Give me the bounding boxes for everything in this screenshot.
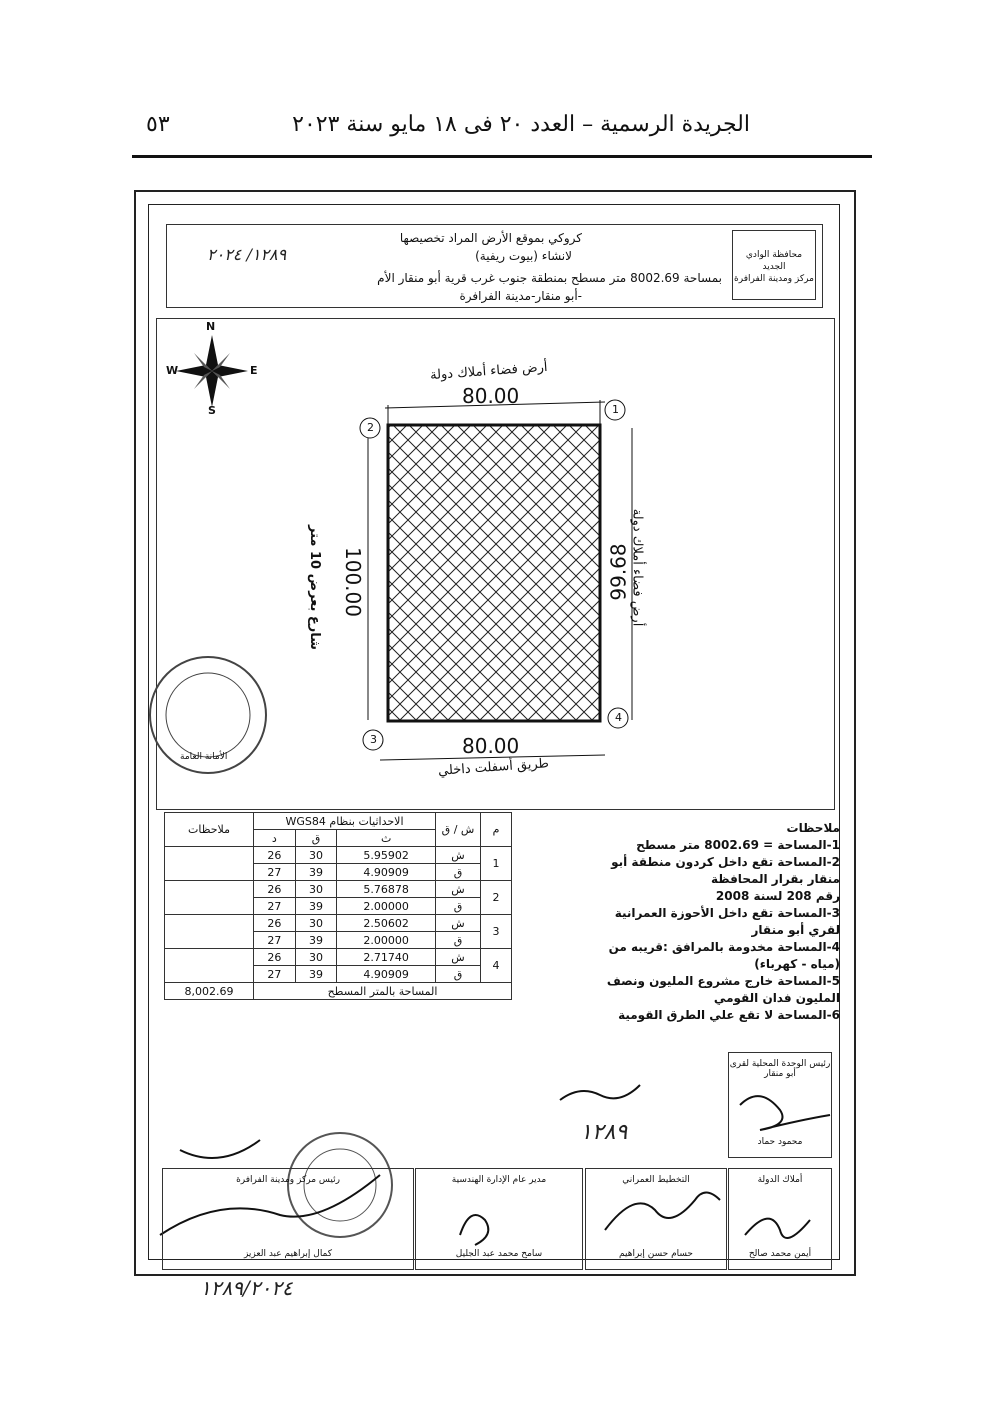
note-item: 6-المساحة لا تقع علي الطرق القومية [618, 1008, 840, 1022]
th-m: م [481, 813, 512, 847]
cell-m: 2 [481, 881, 512, 915]
bottom-dimension: 80.00 [462, 734, 520, 758]
corner-label-3: 3 [370, 733, 377, 746]
area-label: المساحة بالمتر المسطح [254, 983, 512, 1000]
cell-d: 26 [254, 847, 296, 864]
compass-w: W [166, 364, 179, 377]
cell-q: 30 [295, 881, 337, 898]
note-item: 5-المساحة خارج مشروع المليون ونصف المليون فدان القومي [606, 974, 840, 1005]
corner-label-2: 2 [367, 421, 374, 434]
signature-name: سامح محمد عبد الجليل [455, 1249, 543, 1259]
th-coords: الاحداثيات بنظام WGS84 [254, 813, 436, 830]
cell-q: 39 [295, 864, 337, 881]
note-item: رقم 208 لسنة 2008 [715, 889, 840, 903]
cell-d: 26 [254, 915, 296, 932]
cell-q: 30 [295, 847, 337, 864]
cell-d: 26 [254, 949, 296, 966]
cell-q: 39 [295, 898, 337, 915]
cell-type: ش [436, 949, 481, 966]
title-line-3: بمساحة 8002.69 متر مسطح بمنطقة جنوب غرب قرية أبو منقار الأم [377, 271, 722, 285]
logo-line-1: محافظة الوادي الجديد [745, 250, 803, 272]
cell-type: ش [436, 915, 481, 932]
left-street-label: شارع بعرض 10 متر [306, 525, 322, 650]
th-sub-d: د [254, 830, 296, 847]
compass-n: N [206, 320, 216, 333]
handwritten-scribble [560, 1085, 640, 1100]
cell-th: 5.95902 [337, 847, 436, 864]
signature-role: مدير عام الإدارة الهندسية [451, 1175, 547, 1185]
cell-m: 3 [481, 915, 512, 949]
cell-type: ش [436, 881, 481, 898]
cell-notes [165, 881, 254, 915]
table-row [165, 949, 512, 966]
coordinates-table [164, 812, 512, 1000]
cell-d: 27 [254, 898, 296, 915]
handwritten-number: ١٢٨٩ [580, 1120, 628, 1145]
corner-label-4: 4 [615, 711, 622, 724]
cell-d: 27 [254, 864, 296, 881]
cell-type: ش [436, 847, 481, 864]
corner-label-1: 1 [612, 403, 619, 416]
note-item: 1-المساحة = 8002.69 متر مسطح [636, 838, 840, 852]
cell-th: 2.00000 [337, 932, 436, 949]
cell-notes [165, 847, 254, 881]
local-unit-name: محمود حماد [757, 1137, 803, 1147]
table-row [165, 915, 512, 932]
cell-type: ق [436, 932, 481, 949]
note-item: 4-المساحة مخدومة بالمرافق :قريبه من (مياه - كهرباء) [608, 940, 840, 971]
cell-type: ق [436, 898, 481, 915]
compass-e: E [250, 364, 258, 377]
signature-name: حسام حسن إبراهيم [619, 1249, 693, 1259]
th-sub-th: ث [337, 830, 436, 847]
title-line-4: -أبو منقار-مدينة الفرافرة [459, 289, 582, 303]
note-item: 3-المساحة تقع داخل الأحوزة العمرانية لقري أبو منقار [614, 906, 840, 937]
signature-box [728, 1168, 832, 1270]
cell-th: 5.76878 [337, 881, 436, 898]
signature-name: أيمن محمد صالح [748, 1249, 812, 1259]
cell-th: 2.71740 [337, 949, 436, 966]
cell-q: 30 [295, 949, 337, 966]
handwritten-reference: ١٢٨٩/ ٢٠٢٤ [207, 245, 287, 264]
cell-th: 2.00000 [337, 898, 436, 915]
top-neighbor-label: أرض فضاء أملاك دولة [429, 359, 548, 384]
cell-m: 1 [481, 847, 512, 881]
table-row [165, 847, 512, 864]
signature-box [585, 1168, 727, 1270]
th-sq: ش / ق [436, 813, 481, 847]
table-row [165, 881, 512, 898]
compass-rose-icon [176, 335, 248, 407]
cell-d: 27 [254, 932, 296, 949]
top-dimension: 80.00 [462, 384, 520, 408]
cell-m: 4 [481, 949, 512, 983]
signature-name: كمال إبراهيم عبد العزيز [243, 1249, 333, 1259]
cell-q: 30 [295, 915, 337, 932]
seal-text: الأمانة العامة [180, 752, 228, 762]
logo-line-2: مركز ومدينة الفرافرة [734, 274, 814, 284]
notes-heading: ملاحظات [786, 821, 840, 835]
signature-role: رئيس مركز ومدينة الفرافرة [236, 1175, 340, 1185]
cell-type: ق [436, 966, 481, 983]
right-dimension: 99.68 [606, 543, 631, 601]
page-number: ٥٣ [146, 112, 170, 137]
th-sub-q: ق [295, 830, 337, 847]
cell-q: 39 [295, 932, 337, 949]
signature-role: التخطيط العمراني [622, 1175, 690, 1185]
cell-d: 27 [254, 966, 296, 983]
gazette-header-title: الجريدة الرسمية – العدد ٢٠ فى ١٨ مايو سنة ٢٠٢٣ [292, 112, 750, 137]
notes-block [600, 820, 840, 1024]
bottom-road-label: طريق أسفلت داخلي [437, 756, 550, 779]
right-neighbor-label: أرض فضاء أملاك دولة [629, 508, 645, 627]
signature-box [415, 1168, 583, 1270]
area-row [165, 983, 512, 1000]
th-notes: ملاحظات [165, 813, 254, 847]
title-line-1: كروكي بموقع الأرض المراد تخصيصها [399, 231, 582, 245]
local-unit-signature-box [728, 1052, 832, 1158]
cell-q: 39 [295, 966, 337, 983]
cell-notes [165, 949, 254, 983]
cell-type: ق [436, 864, 481, 881]
left-dimension: 100.00 [340, 547, 365, 617]
cell-th: 2.50602 [337, 915, 436, 932]
local-unit-role: رئيس الوحدة المحلية لقرى أبو منقار [729, 1059, 831, 1079]
footer-handwritten-ref: ١٢٨٩/٢٠٢٤ [200, 1276, 293, 1300]
compass-s: S [208, 404, 216, 417]
parcel-boundary [388, 425, 600, 721]
cell-th: 4.90909 [337, 864, 436, 881]
signature-box [162, 1168, 414, 1270]
cell-th: 4.90909 [337, 966, 436, 983]
signature-role: أملاك الدولة [757, 1175, 803, 1185]
area-value: 8,002.69 [165, 983, 254, 1000]
cell-d: 26 [254, 881, 296, 898]
cell-notes [165, 915, 254, 949]
note-item: 2-المساحة تقع داخل كردون منطقة أبو منقار بقرار المحافظة [611, 855, 840, 886]
title-line-2: لانشاء (بيوت ريفية) [475, 249, 572, 263]
